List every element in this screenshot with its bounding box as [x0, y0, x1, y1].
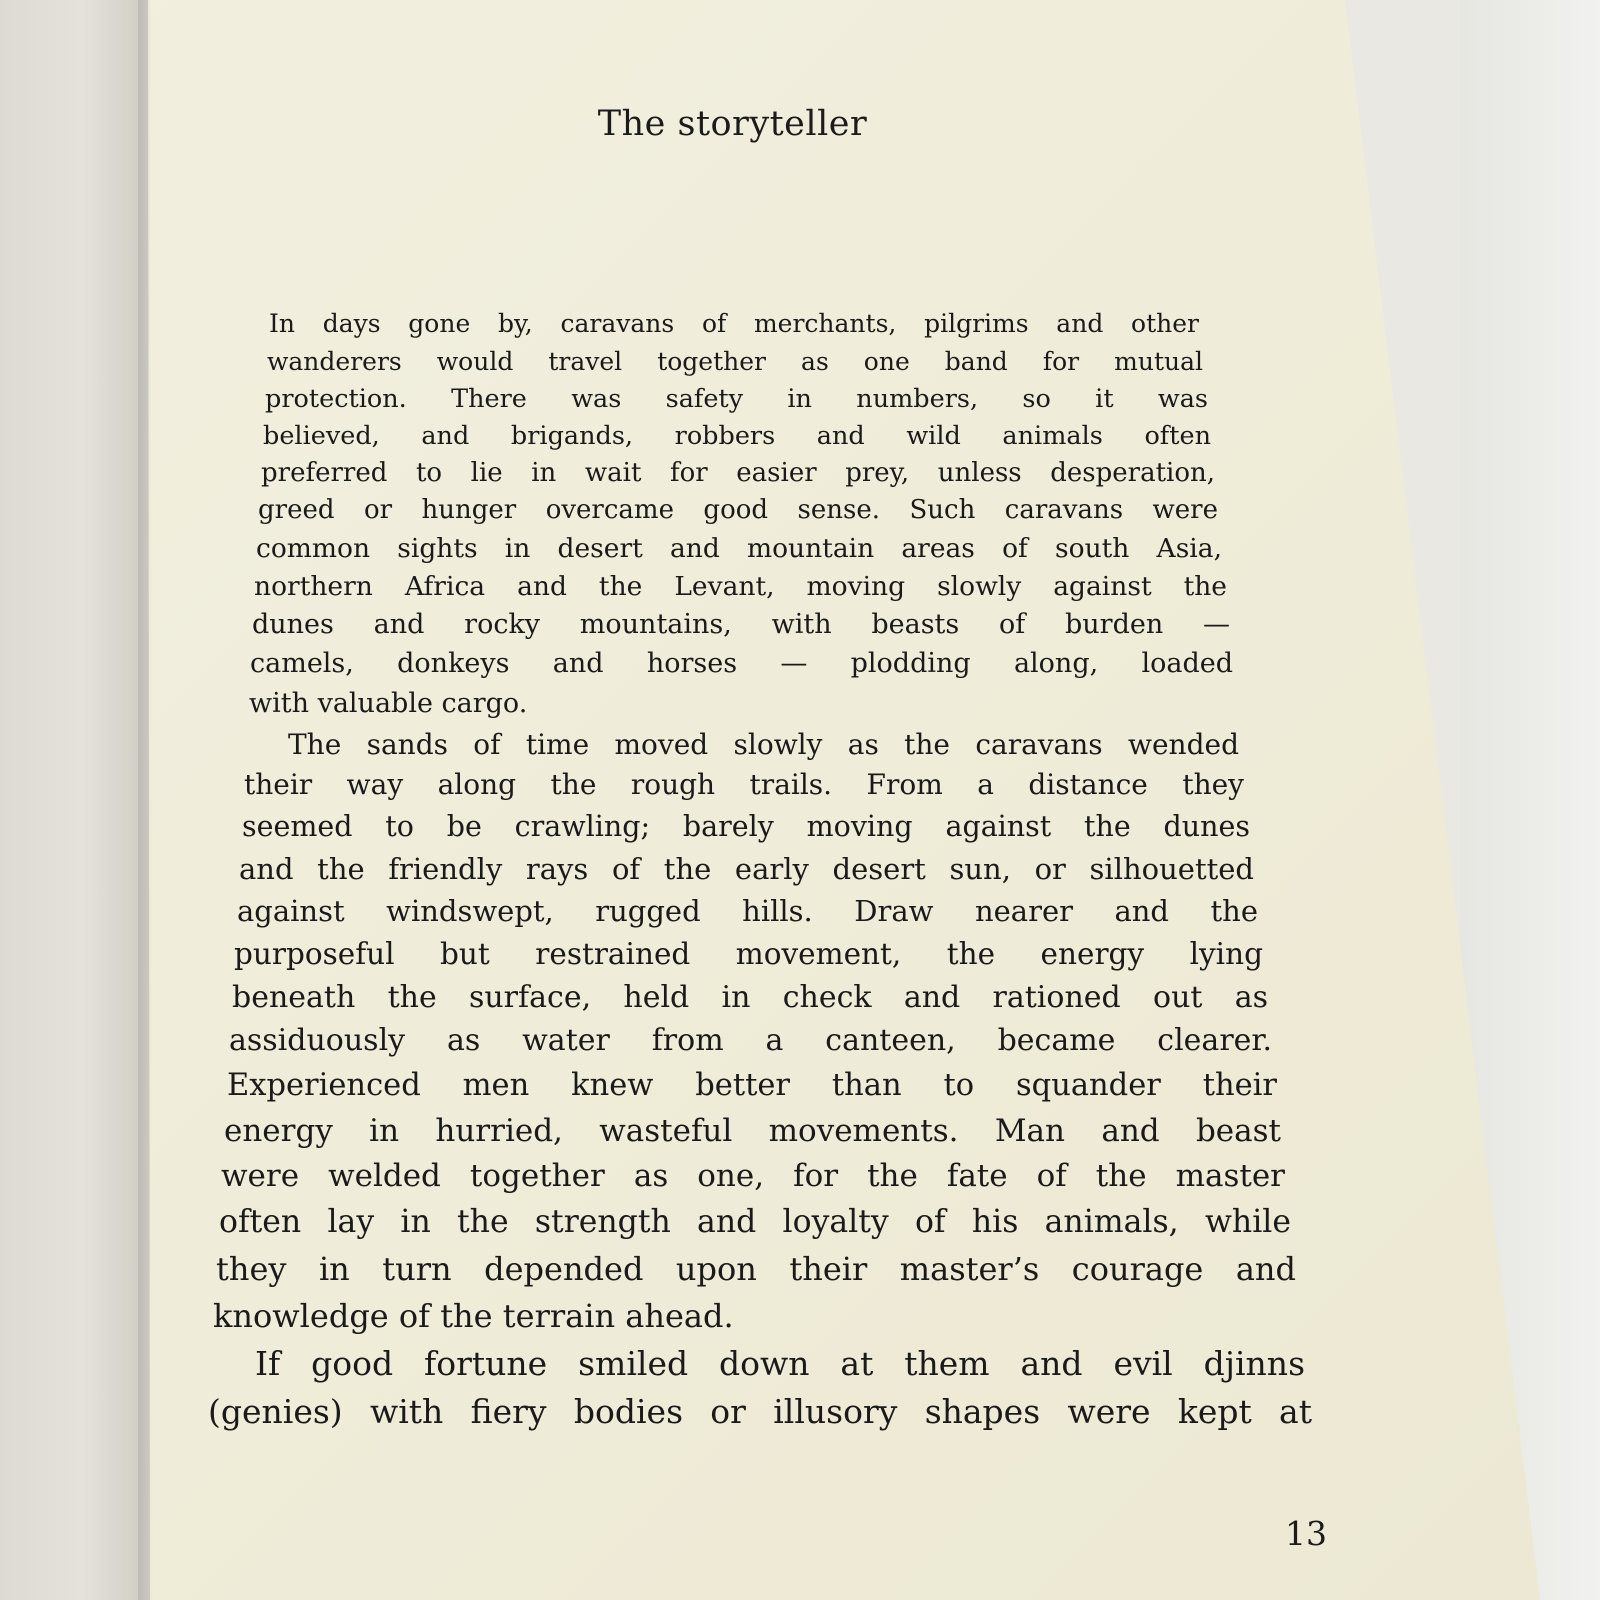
text-line: common sights in desert and mountain areas of south Asia, [256, 533, 1222, 564]
page-number: 13 [1285, 1514, 1327, 1553]
text-line: In days gone by, caravans of merchants, pilgrims and other [269, 309, 1199, 338]
text-line: and the friendly rays of the early desert sun, or silhouetted [239, 852, 1254, 886]
text-line: camels, donkeys and horses — plodding along, loaded [250, 648, 1233, 679]
text-line: they in turn depended upon their master’s courage and [216, 1250, 1296, 1288]
text-line: beneath the surface, held in check and rationed out as [232, 980, 1268, 1015]
text-line: were welded together as one, for the fate of the master [221, 1158, 1285, 1194]
text-line: Experienced men knew better than to squander their [227, 1068, 1277, 1103]
text-line: wanderers would travel together as one band for mutual [267, 347, 1203, 376]
text-line: believed, and brigands, robbers and wild animals often [263, 421, 1211, 451]
text-line: (genies) with fiery bodies or illusory shapes were kept at [208, 1392, 1312, 1431]
text-line: dunes and rocky mountains, with beasts of burden — [252, 609, 1230, 640]
text-line: knowledge of the terrain ahead. [213, 1297, 734, 1335]
text-line: against windswept, rugged hills. Draw nearer and the [237, 894, 1258, 928]
text-line: with valuable cargo. [249, 688, 528, 719]
text-line: protection. There was safety in numbers, so it was [265, 384, 1208, 414]
text-line: The sands of time moved slowly as the caravans wended [288, 728, 1239, 761]
text-line: northern Africa and the Levant, moving slowly against the [254, 571, 1227, 602]
text-line: energy in hurried, wasteful movements. Man and beast [224, 1113, 1281, 1149]
text-line: assiduously as water from a canteen, became clearer. [229, 1023, 1272, 1058]
text-line: seemed to be crawling; barely moving against the dunes [242, 810, 1250, 843]
text-line: purposeful but restrained movement, the energy lying [234, 937, 1263, 971]
text-line: preferred to lie in wait for easier prey, unless desperation, [261, 458, 1215, 488]
text-line: If good fortune smiled down at them and evil djinns [255, 1344, 1305, 1383]
chapter-title: The storyteller [597, 104, 868, 144]
text-line: greed or hunger overcame good sense. Such caravans were [258, 495, 1218, 525]
text-line: often lay in the strength and loyalty of his animals, while [219, 1204, 1291, 1240]
text-line: their way along the rough trails. From a distance they [244, 768, 1244, 801]
